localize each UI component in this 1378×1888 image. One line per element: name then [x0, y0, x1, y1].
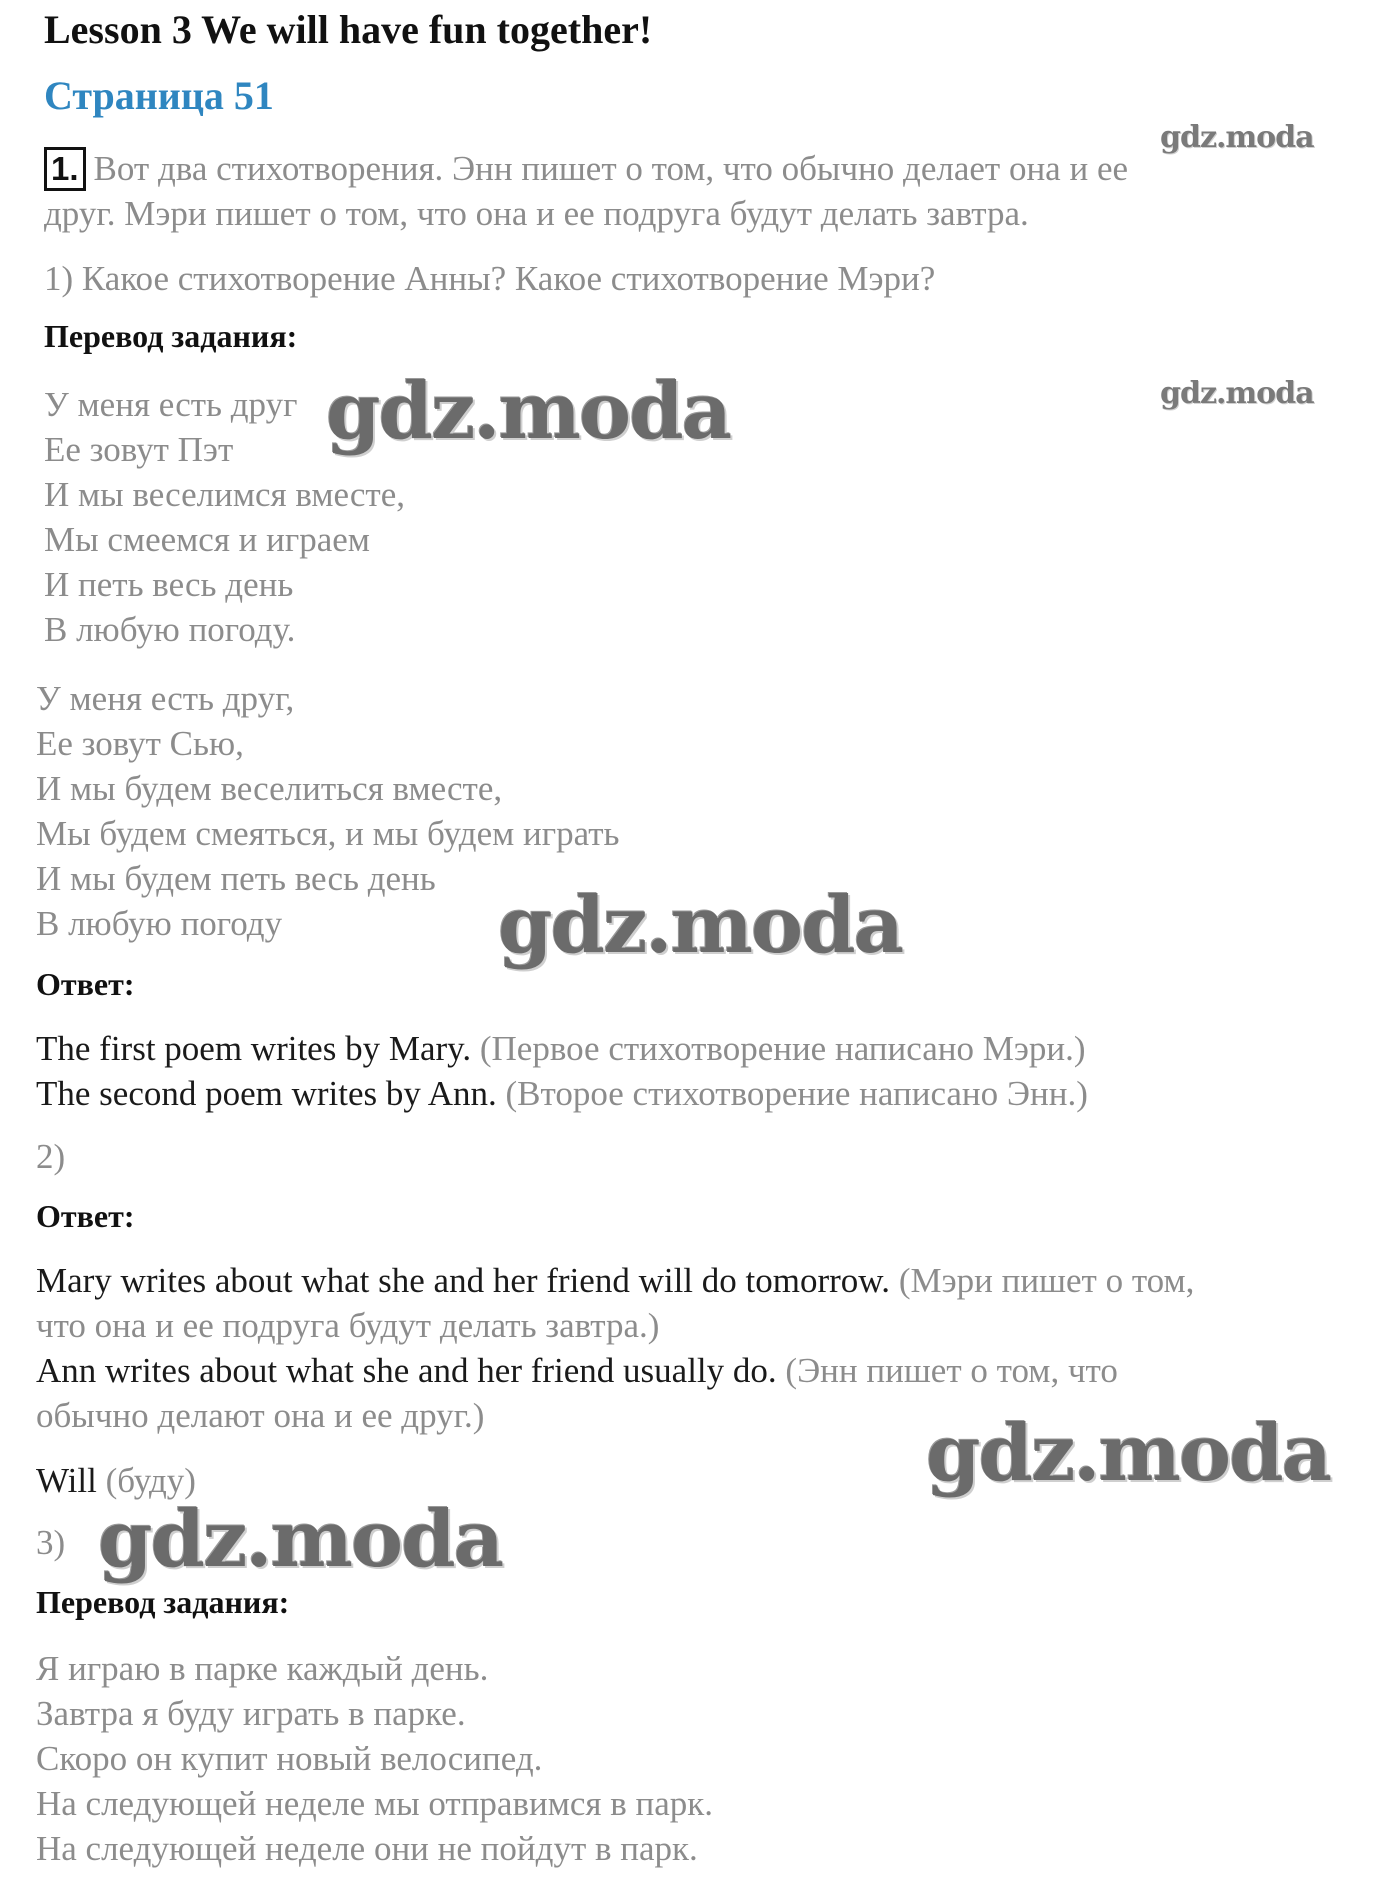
sentence-line: Я играю в парке каждый день.	[36, 1649, 489, 1688]
question-2: 2)	[36, 1137, 66, 1176]
sentence-line: Скоро он купит новый велосипед.	[36, 1739, 543, 1778]
lesson-title: Lesson 3 We will have fun together!	[44, 7, 653, 52]
poem-line: И мы будем петь весь день	[36, 859, 436, 898]
answer-heading-1: Ответ:	[36, 966, 135, 1002]
poem-line: И мы веселимся вместе,	[44, 475, 405, 514]
will-note: Will (буду)	[36, 1461, 196, 1500]
poem-line: Мы смеемся и играем	[44, 520, 370, 559]
poem-line: У меня есть друг	[44, 385, 298, 424]
watermark: gdz.moda	[98, 1494, 503, 1585]
task-number: 1.	[44, 147, 86, 191]
sentence-line: На следующей неделе мы отправимся в парк.	[36, 1784, 714, 1823]
translation-heading: Перевод задания:	[44, 318, 298, 354]
answer-1	[36, 1026, 1088, 1116]
poem-line: И мы будем веселиться вместе,	[36, 769, 503, 808]
question-1: 1) Какое стихотворение Анны? Какое стихотворение Мэри?	[44, 259, 936, 298]
sentence-line: Завтра я буду играть в парке.	[36, 1694, 466, 1733]
watermark: gdz.moda	[326, 366, 731, 457]
question-3: 3)	[36, 1523, 66, 1562]
watermark: gdz.moda	[498, 880, 903, 971]
answer-heading-2: Ответ:	[36, 1198, 135, 1234]
task-instruction: 1. Вот два стихотворения. Энн пишет о том, что обычно делает она и ее друг. Мэри пишет о том, что она и ее подруга будут делать завтра.	[44, 149, 1129, 233]
watermark: gdz.moda	[1160, 120, 1314, 155]
sentence-line: На следующей неделе они не пойдут в парк.	[36, 1829, 698, 1868]
answer-line: The first poem writes by Mary. (Первое стихотворение написано Мэри.)	[36, 1029, 1086, 1068]
poem-line: Ее зовут Пэт	[44, 430, 234, 469]
watermark: gdz.moda	[926, 1408, 1331, 1499]
sentences-3	[36, 1646, 713, 1871]
poem-line: И петь весь день	[44, 565, 294, 604]
poem-line: У меня есть друг,	[36, 679, 295, 718]
answer-2: Mary writes about what she and her friend will do tomorrow. (Мэри пишет о том, что она и ее подруга будут делать завтра.) Ann writes about what she and her friend usually do. (Энн пишет о том, что обычно делают она и ее друг.)	[36, 1261, 1195, 1435]
page-number: Страница 51	[44, 73, 274, 118]
answer-line: The second poem writes by Ann. (Второе стихотворение написано Энн.)	[36, 1074, 1088, 1113]
poem-line: В любую погоду	[36, 904, 283, 943]
poem-line: Ее зовут Сью,	[36, 724, 244, 763]
poem-line: В любую погоду.	[44, 610, 296, 649]
translation-heading-3: Перевод задания:	[36, 1584, 290, 1620]
watermark: gdz.moda	[1160, 376, 1314, 411]
poem-line: Мы будем смеяться, и мы будем играть	[36, 814, 620, 853]
